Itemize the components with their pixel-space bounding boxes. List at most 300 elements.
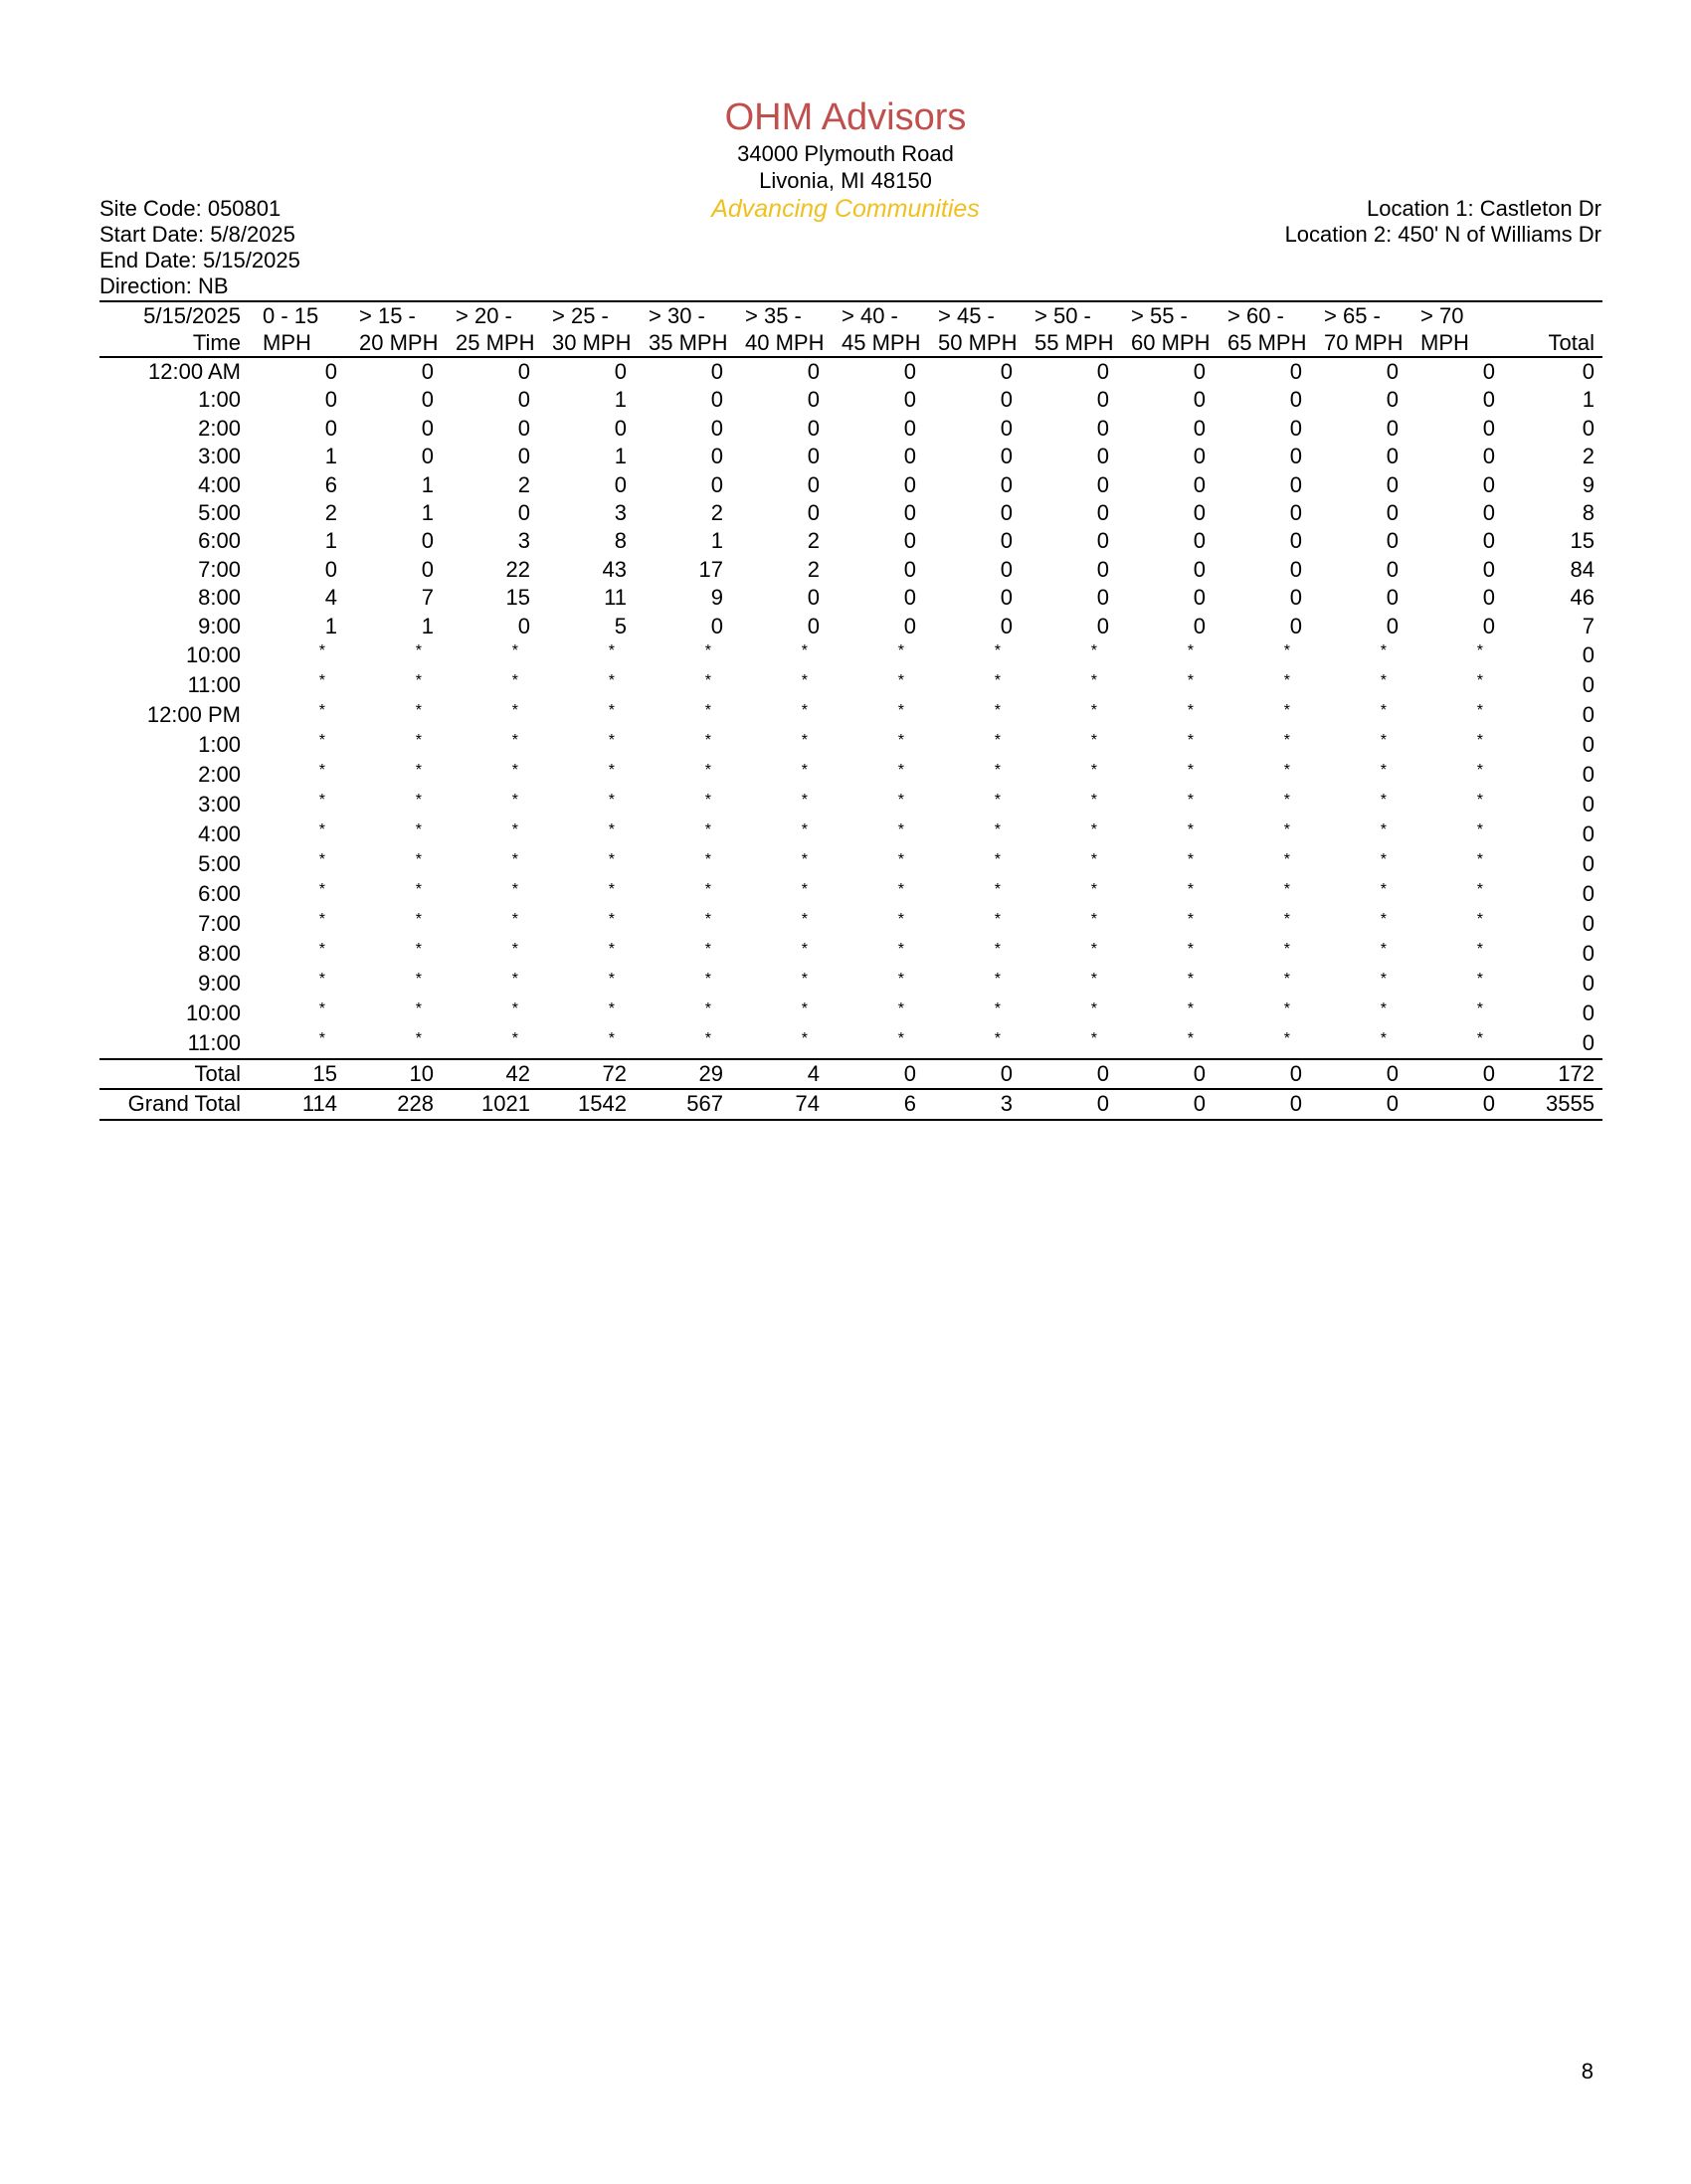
no-data-cell [731,969,828,999]
no-data-marker: * [608,732,615,750]
no-data-cell [1021,999,1117,1028]
count-cell: 0 [1096,415,1109,441]
no-data-marker: * [704,1030,711,1048]
no-data-marker: * [511,1001,518,1018]
no-data-marker: * [1090,792,1097,810]
no-data-marker: * [608,821,615,839]
count-cell: 0 [807,613,820,638]
speed-bin-header-top: > 20 - [442,301,538,329]
no-data-cell [1407,640,1503,670]
total-row-cell: 0 [828,1059,924,1089]
total-row-cell: 29 [635,1059,731,1089]
total-header: Total [1503,329,1602,357]
no-data-marker: * [415,672,422,690]
no-data-cell [442,730,538,760]
no-data-marker: * [415,732,422,750]
no-data-cell [538,640,635,670]
no-data-marker: * [415,881,422,899]
site-code: Site Code: 050801 [99,196,282,221]
no-data-cell [1407,670,1503,700]
no-data-cell [924,640,1021,670]
count-cell: 0 [1000,528,1013,554]
no-data-cell [1021,640,1117,670]
row-total-cell: 0 [1582,701,1595,727]
time-cell: 6:00 [198,528,241,554]
no-data-marker: * [318,941,325,959]
no-data-marker: * [318,821,325,839]
no-data-marker: * [415,941,422,959]
no-data-cell [1117,849,1214,879]
no-data-cell [249,1028,345,1059]
count-cell: 0 [1193,500,1206,526]
speed-bin-header-bottom: 70 MPH [1310,329,1407,357]
table-row [99,939,1602,969]
no-data-cell [731,760,828,790]
no-data-cell [924,670,1021,700]
row-total-cell: 0 [1582,731,1595,757]
time-cell: 1:00 [198,731,241,757]
no-data-cell [538,700,635,730]
table-row [99,443,1602,470]
company-tagline: Advancing Communities [711,195,980,223]
no-data-marker: * [704,941,711,959]
address-line-1: 34000 Plymouth Road [737,141,954,166]
no-data-cell [1407,999,1503,1028]
no-data-cell [1117,640,1214,670]
no-data-marker: * [511,821,518,839]
no-data-cell [249,819,345,849]
no-data-marker: * [1187,1001,1194,1018]
no-data-cell [345,1028,442,1059]
speed-bin-header-top: > 35 - [731,301,828,329]
no-data-cell [828,790,924,819]
count-cell: 0 [1096,585,1109,611]
grand-total-row-cell: 0 [1407,1089,1503,1119]
no-data-cell [1021,730,1117,760]
total-row-cell: 72 [538,1059,635,1089]
no-data-marker: * [415,702,422,720]
count-cell: 0 [1289,359,1302,384]
no-data-marker: * [608,642,615,660]
no-data-marker: * [511,792,518,810]
no-data-marker: * [511,732,518,750]
no-data-marker: * [318,762,325,780]
no-data-cell [635,999,731,1028]
total-row-cell: 0 [1310,1059,1407,1089]
count-cell: 0 [1193,613,1206,638]
table-row [99,969,1602,999]
no-data-cell [924,1028,1021,1059]
no-data-marker: * [318,792,325,810]
count-cell: 0 [1386,556,1399,582]
count-cell: 0 [1482,613,1495,638]
no-data-cell [345,760,442,790]
count-cell: 6 [324,471,337,497]
no-data-marker: * [1476,911,1483,929]
no-data-marker: * [994,1001,1001,1018]
count-cell: 2 [807,528,820,554]
total-row-cell: 0 [1021,1059,1117,1089]
no-data-cell [1021,790,1117,819]
count-cell: 0 [421,556,434,582]
no-data-marker: * [1187,762,1194,780]
no-data-marker: * [1283,642,1290,660]
no-data-cell [1407,790,1503,819]
count-cell: 7 [421,585,434,611]
no-data-cell [1407,760,1503,790]
count-cell: 22 [505,556,530,582]
no-data-marker: * [1187,851,1194,869]
no-data-marker: * [1090,911,1097,929]
total-row [99,1059,1602,1089]
count-cell: 3 [614,500,627,526]
no-data-cell [828,999,924,1028]
row-total-cell: 0 [1582,671,1595,697]
no-data-cell [1214,909,1310,939]
speed-bin-header-bottom: 20 MPH [345,329,442,357]
total-row-sum: 172 [1503,1059,1602,1089]
no-data-cell [1214,849,1310,879]
no-data-marker: * [1283,672,1290,690]
no-data-marker: * [704,911,711,929]
speed-bin-header-bottom: 65 MPH [1214,329,1310,357]
no-data-cell [635,819,731,849]
no-data-cell [731,1028,828,1059]
no-data-marker: * [897,971,904,989]
count-cell: 0 [1096,528,1109,554]
no-data-cell [442,999,538,1028]
row-total-cell: 46 [1570,585,1595,611]
table-row [99,999,1602,1028]
no-data-marker: * [994,702,1001,720]
no-data-marker: * [801,941,808,959]
no-data-cell [731,999,828,1028]
no-data-marker: * [1380,1030,1387,1048]
count-cell: 0 [1000,415,1013,441]
direction: Direction: NB [99,273,229,298]
count-cell: 0 [1096,471,1109,497]
no-data-marker: * [704,881,711,899]
count-cell: 0 [903,444,916,469]
count-cell: 0 [421,359,434,384]
grand-total-row-cell: 74 [731,1089,828,1119]
no-data-cell [1407,909,1503,939]
count-cell: 1 [324,613,337,638]
no-data-cell [442,969,538,999]
no-data-marker: * [511,702,518,720]
count-cell: 0 [1000,613,1013,638]
no-data-marker: * [1187,971,1194,989]
count-cell: 17 [698,556,723,582]
row-total-cell: 0 [1582,820,1595,846]
no-data-marker: * [1187,702,1194,720]
table-row [99,879,1602,909]
time-cell: 7:00 [198,556,241,582]
no-data-cell [1310,879,1407,909]
no-data-cell [442,849,538,879]
no-data-marker: * [897,792,904,810]
no-data-marker: * [1187,792,1194,810]
grand-total-row-cell: 228 [345,1089,442,1119]
no-data-cell [635,909,731,939]
count-cell: 0 [807,500,820,526]
no-data-cell [538,670,635,700]
count-cell: 0 [1193,585,1206,611]
no-data-cell [345,670,442,700]
no-data-cell [538,909,635,939]
count-cell: 0 [517,500,530,526]
no-data-cell [1310,760,1407,790]
no-data-marker: * [511,642,518,660]
no-data-marker: * [415,851,422,869]
row-total-cell: 0 [1582,791,1595,817]
no-data-cell [1214,700,1310,730]
no-data-marker: * [801,762,808,780]
count-cell: 0 [614,415,627,441]
no-data-marker: * [704,702,711,720]
row-total-cell: 0 [1582,1000,1595,1025]
no-data-cell [1214,730,1310,760]
speed-bin-header-top: > 25 - [538,301,635,329]
no-data-cell [249,879,345,909]
no-data-cell [1021,819,1117,849]
time-cell: 12:00 AM [148,359,241,384]
total-row-cell: 0 [1117,1059,1214,1089]
no-data-marker: * [1283,702,1290,720]
count-cell: 0 [1482,585,1495,611]
no-data-marker: * [994,672,1001,690]
count-cell: 0 [1289,387,1302,413]
no-data-marker: * [1380,881,1387,899]
no-data-cell [1021,700,1117,730]
no-data-cell [1214,999,1310,1028]
count-cell: 0 [324,556,337,582]
no-data-marker: * [1090,732,1097,750]
count-cell: 0 [421,528,434,554]
company-name: OHM Advisors [724,96,967,138]
no-data-cell [731,670,828,700]
no-data-marker: * [1380,911,1387,929]
no-data-cell [442,760,538,790]
speed-bin-header-bottom: MPH [249,329,345,357]
table-row [99,670,1602,700]
no-data-cell [442,909,538,939]
count-cell: 1 [710,528,723,554]
no-data-marker: * [897,732,904,750]
no-data-cell [1021,670,1117,700]
no-data-cell [1310,790,1407,819]
count-cell: 0 [1000,359,1013,384]
no-data-marker: * [1476,672,1483,690]
no-data-cell [828,640,924,670]
no-data-marker: * [415,1030,422,1048]
count-cell: 0 [1289,556,1302,582]
grand-total-row-cell: 0 [1310,1089,1407,1119]
time-cell: 10:00 [185,1000,241,1025]
table-row [99,499,1602,527]
grand-total-row-sum: 3555 [1503,1089,1602,1119]
no-data-marker: * [1476,881,1483,899]
no-data-marker: * [801,971,808,989]
no-data-marker: * [1476,702,1483,720]
grand-total-row-cell: 1021 [442,1089,538,1119]
no-data-marker: * [1283,941,1290,959]
no-data-marker: * [415,792,422,810]
no-data-marker: * [994,851,1001,869]
no-data-marker: * [1476,1001,1483,1018]
count-cell: 0 [517,387,530,413]
no-data-cell [731,849,828,879]
total-row-cell: 4 [731,1059,828,1089]
no-data-marker: * [897,851,904,869]
no-data-cell [1214,760,1310,790]
count-cell: 0 [807,387,820,413]
no-data-marker: * [1476,971,1483,989]
no-data-cell [345,730,442,760]
no-data-cell [538,1028,635,1059]
no-data-marker: * [415,911,422,929]
no-data-cell [1117,939,1214,969]
no-data-cell [635,700,731,730]
no-data-cell [345,999,442,1028]
time-cell: 6:00 [198,880,241,906]
no-data-marker: * [1380,702,1387,720]
total-row-cell: 42 [442,1059,538,1089]
no-data-marker: * [415,971,422,989]
total-row-cell: 10 [345,1059,442,1089]
no-data-marker: * [608,792,615,810]
no-data-cell [442,700,538,730]
no-data-cell [1021,849,1117,879]
count-cell: 0 [1289,500,1302,526]
row-total-cell: 0 [1582,359,1595,384]
time-cell: 4:00 [198,471,241,497]
no-data-cell [924,760,1021,790]
no-data-marker: * [897,702,904,720]
no-data-cell [924,879,1021,909]
no-data-marker: * [897,672,904,690]
no-data-marker: * [704,1001,711,1018]
no-data-cell [538,760,635,790]
no-data-marker: * [318,732,325,750]
no-data-marker: * [897,941,904,959]
no-data-marker: * [1283,971,1290,989]
no-data-marker: * [318,702,325,720]
no-data-marker: * [1476,821,1483,839]
no-data-marker: * [704,821,711,839]
row-total-cell: 0 [1582,641,1595,667]
count-cell: 2 [807,556,820,582]
count-cell: 0 [421,444,434,469]
no-data-cell [1407,700,1503,730]
no-data-cell [1214,819,1310,849]
no-data-cell [1214,670,1310,700]
no-data-marker: * [994,732,1001,750]
no-data-cell [1214,640,1310,670]
no-data-cell [345,640,442,670]
no-data-marker: * [704,792,711,810]
time-cell: 11:00 [187,1029,241,1055]
speed-bin-header-top: > 65 - [1310,301,1407,329]
no-data-marker: * [318,911,325,929]
no-data-marker: * [994,642,1001,660]
table-row [99,1028,1602,1059]
no-data-cell [731,939,828,969]
grand-total-row-cell: 1542 [538,1089,635,1119]
speed-bin-header-bottom: 25 MPH [442,329,538,357]
no-data-marker: * [801,672,808,690]
no-data-marker: * [994,941,1001,959]
no-data-cell [828,849,924,879]
no-data-cell [442,879,538,909]
count-cell: 0 [807,359,820,384]
no-data-cell [249,969,345,999]
count-cell: 1 [324,528,337,554]
no-data-cell [345,939,442,969]
count-cell: 0 [324,415,337,441]
count-cell: 0 [1482,500,1495,526]
no-data-marker: * [318,672,325,690]
time-cell: 9:00 [198,970,241,996]
time-cell: 8:00 [198,585,241,611]
no-data-marker: * [318,642,325,660]
table-row [99,909,1602,939]
no-data-cell [345,879,442,909]
count-cell: 9 [710,585,723,611]
count-cell: 0 [1193,415,1206,441]
no-data-cell [345,909,442,939]
count-cell: 1 [421,500,434,526]
no-data-marker: * [1090,1001,1097,1018]
no-data-marker: * [994,821,1001,839]
no-data-cell [828,1028,924,1059]
no-data-cell [635,939,731,969]
no-data-cell [249,700,345,730]
no-data-cell [345,700,442,730]
no-data-marker: * [1283,762,1290,780]
speed-bin-header-bottom: 50 MPH [924,329,1021,357]
no-data-cell [538,969,635,999]
no-data-marker: * [1090,702,1097,720]
no-data-marker: * [318,971,325,989]
count-cell: 0 [903,500,916,526]
no-data-cell [1310,849,1407,879]
count-cell: 0 [1289,471,1302,497]
count-cell: 0 [710,444,723,469]
table-row [99,527,1602,555]
no-data-marker: * [1380,971,1387,989]
no-data-marker: * [897,911,904,929]
no-data-marker: * [1476,792,1483,810]
no-data-marker: * [1476,851,1483,869]
no-data-marker: * [1090,672,1097,690]
no-data-marker: * [1380,732,1387,750]
no-data-marker: * [511,851,518,869]
no-data-cell [924,939,1021,969]
no-data-marker: * [994,1030,1001,1048]
count-cell: 0 [517,415,530,441]
no-data-cell [635,1028,731,1059]
row-total-cell: 0 [1582,880,1595,906]
no-data-cell [731,640,828,670]
no-data-cell [1407,819,1503,849]
no-data-cell [345,969,442,999]
no-data-cell [538,819,635,849]
count-cell: 15 [505,585,530,611]
grand-total-row-cell: 114 [249,1089,345,1119]
count-cell: 0 [1000,500,1013,526]
no-data-cell [1310,640,1407,670]
